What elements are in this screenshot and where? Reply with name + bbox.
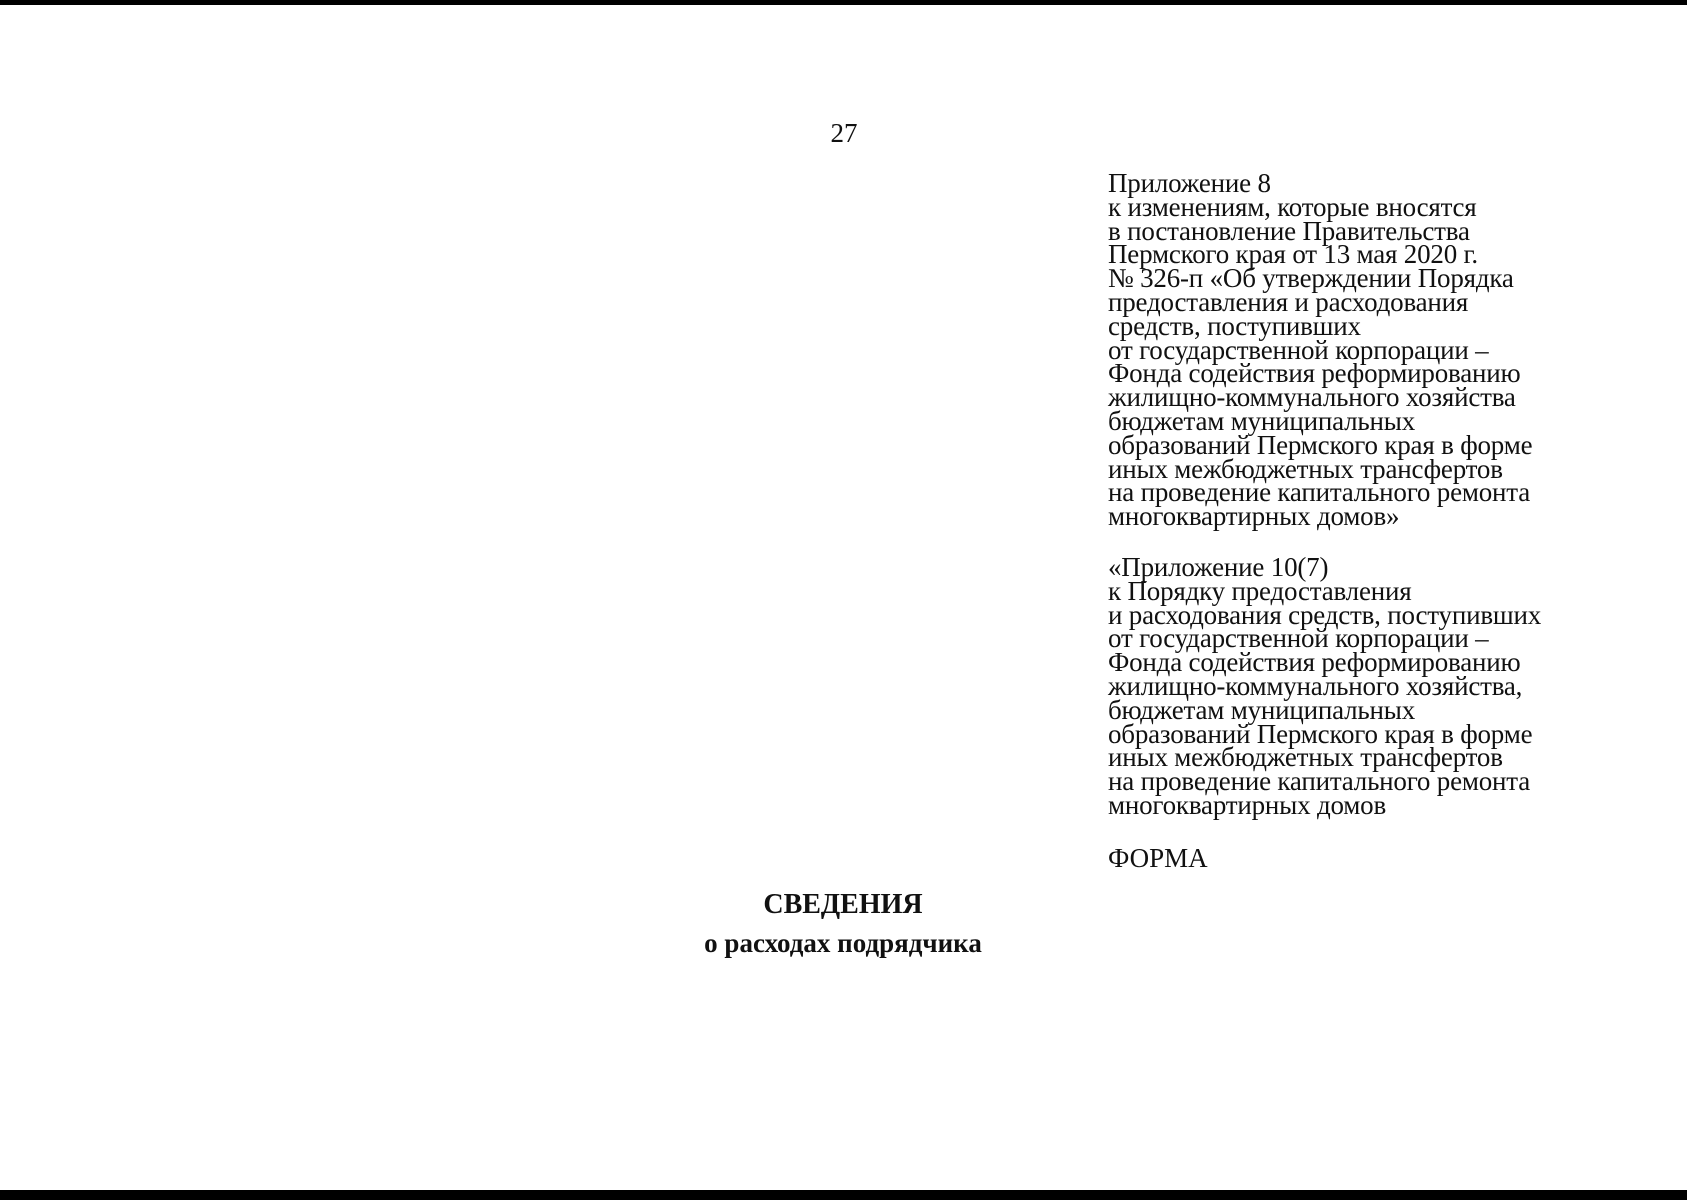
appendix-10-line: Фонда содействия реформированию	[1108, 647, 1521, 678]
appendix-8-line: Фонда содействия реформированию	[1108, 358, 1521, 389]
document-subtitle: о расходах подрядчика	[704, 928, 982, 958]
scan-border-top	[0, 0, 1687, 5]
appendix-8-line: в постановление Правительства	[1108, 215, 1470, 246]
appendix-10-line: жилищно-коммунального хозяйства,	[1108, 670, 1523, 701]
appendix-10-line: многоквартирных домов	[1108, 789, 1387, 820]
form-label: ФОРМА	[1108, 843, 1208, 873]
appendix-8-line: к изменениям, которые вносятся	[1108, 191, 1477, 222]
appendix-10-block	[1108, 552, 1668, 820]
appendix-10-line: «Приложение 10(7)	[1108, 552, 1329, 582]
scan-border-bottom	[0, 1190, 1687, 1200]
appendix-8-line: предоставления и расходования	[1108, 286, 1469, 317]
appendix-10-line: образований Пермского края в форме	[1108, 718, 1533, 749]
appendix-8-line: Пермского края от 13 мая 2020 г.	[1108, 239, 1478, 270]
appendix-8-line: иных межбюджетных трансфертов	[1108, 453, 1503, 484]
appendix-10-line: на проведение капитального ремонта	[1108, 766, 1531, 797]
appendix-8-line: многоквартирных домов»	[1108, 501, 1400, 532]
appendix-8-line: образований Пермского края в форме	[1108, 429, 1533, 460]
appendix-8-line: № 326-п «Об утверждении Порядка	[1108, 263, 1514, 294]
appendix-10-line: и расходования средств, поступивших	[1108, 599, 1542, 630]
appendix-10-line: иных межбюджетных трансфертов	[1108, 742, 1503, 773]
appendix-8-block	[1108, 168, 1668, 532]
appendix-8-line: на проведение капитального ремонта	[1108, 477, 1531, 508]
appendix-8-line: от государственной корпорации –	[1108, 334, 1489, 365]
appendix-10-line: бюджетам муниципальных	[1108, 694, 1416, 725]
appendix-8-line: жилищно-коммунального хозяйства	[1108, 382, 1516, 413]
page-number: 27	[830, 118, 858, 148]
appendix-8-line: бюджетам муниципальных	[1108, 405, 1416, 436]
appendix-8-line: Приложение 8	[1108, 168, 1271, 198]
appendix-8-line: средств, поступивших	[1108, 310, 1361, 341]
appendix-10-line: от государственной корпорации –	[1108, 623, 1489, 654]
document-title: СВЕДЕНИЯ	[763, 889, 923, 920]
appendix-10-line: к Порядку предоставления	[1108, 575, 1412, 606]
